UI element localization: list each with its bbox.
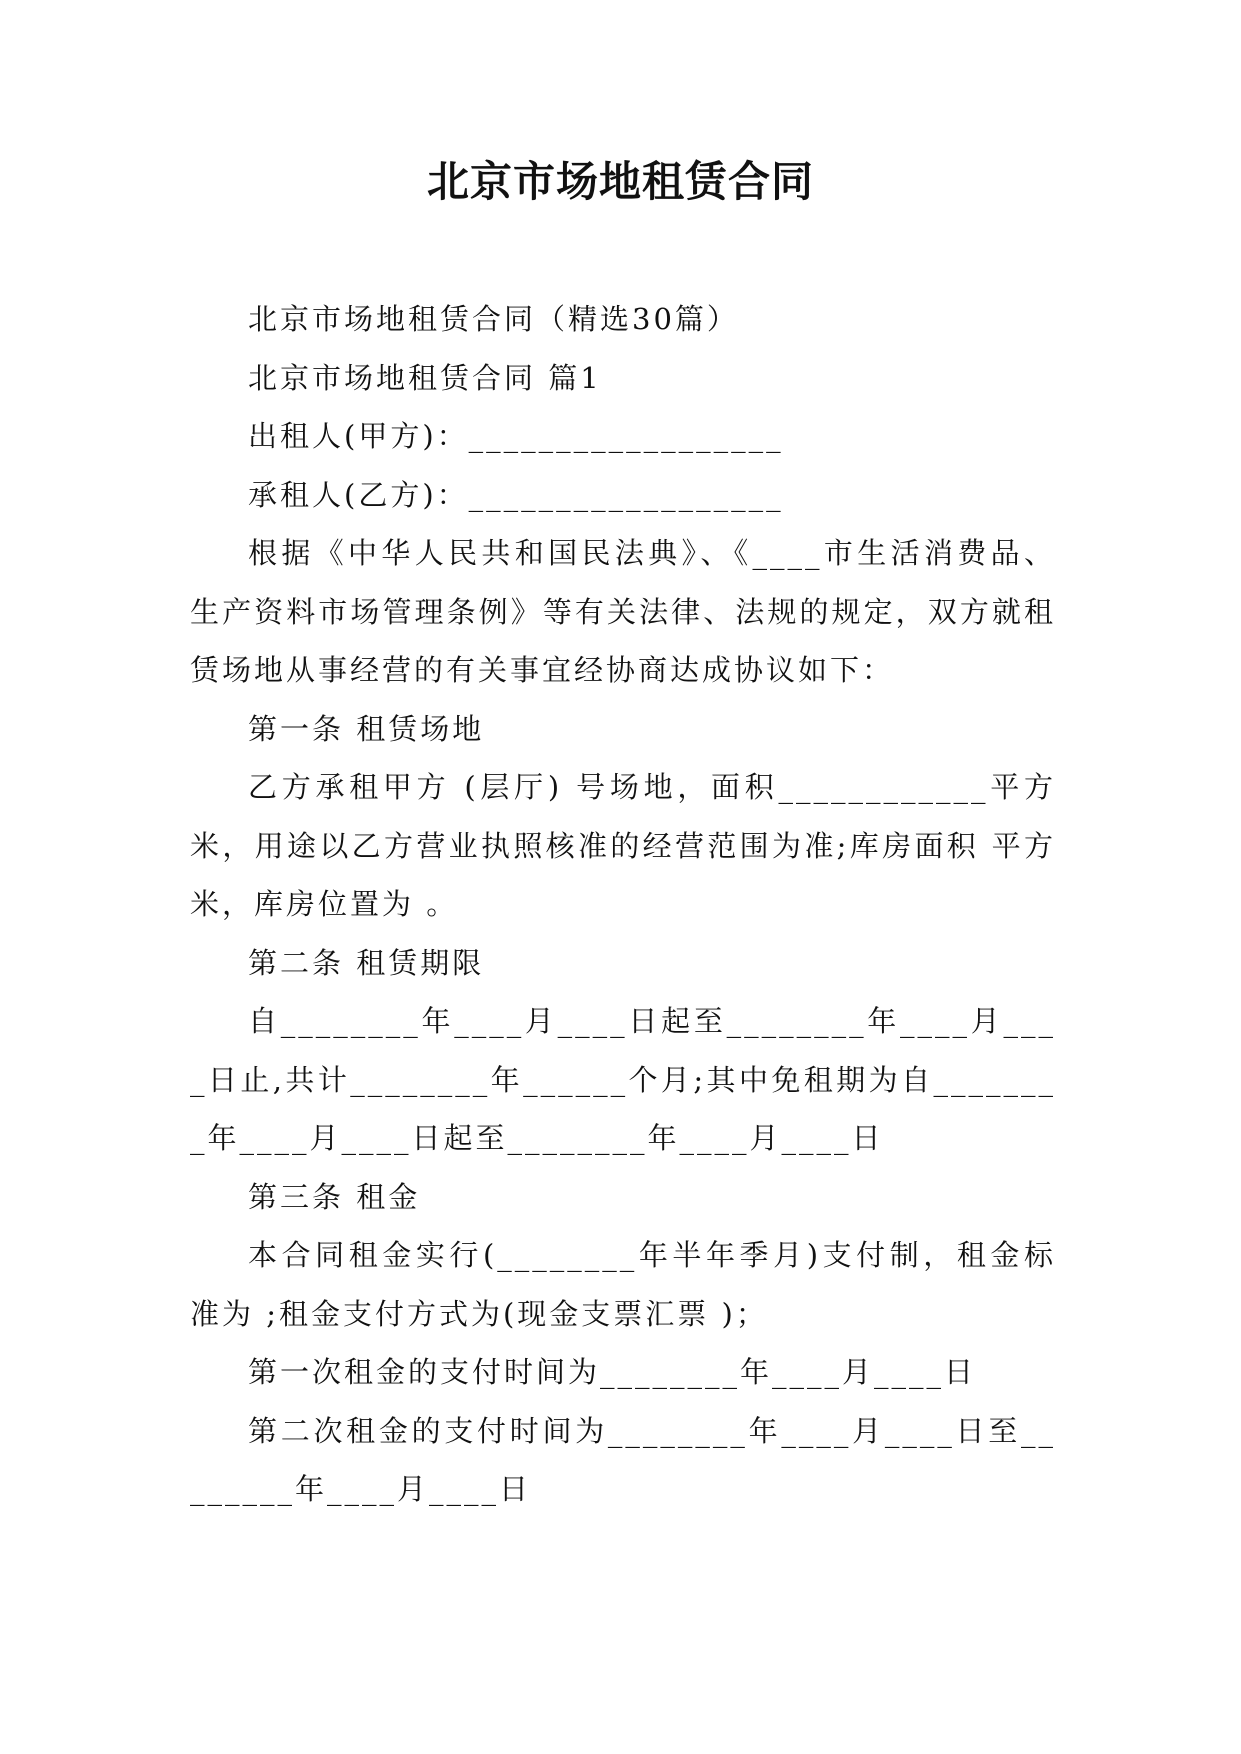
paragraph-section-heading: 北京市场地租赁合同 篇1 <box>248 360 602 395</box>
article-3-heading: 第三条 租金 <box>248 1179 421 1214</box>
article-1-heading: 第一条 租赁场地 <box>248 711 485 746</box>
second-payment-line: 第二次租金的支付时间为________年____月____日至________年____月____日 <box>190 1413 1056 1506</box>
paragraph-subtitle: 北京市场地租赁合同（精选30篇） <box>248 302 739 336</box>
document-title: 北京市场地租赁合同 <box>426 157 814 206</box>
article-2-body: 自________年____月____日起至________年____月____日止,共计________年______个月;其中免租期为自________年____月____日起至________年____月____日 <box>190 1004 1056 1155</box>
document-body <box>190 290 1056 1519</box>
article-2-heading: 第二条 租赁期限 <box>248 945 485 980</box>
paragraph-lessee: 承租人(乙方)：__________________ <box>248 477 784 512</box>
article-3-body: 本合同租金实行(________年半年季月)支付制，租金标准为 ;租金支付方式为(现金支票汇票 )； <box>190 1238 1056 1331</box>
first-payment-line: 第一次租金的支付时间为________年____月____日 <box>248 1355 977 1389</box>
paragraph-lessor: 出租人(甲方)：__________________ <box>248 419 784 453</box>
article-1-body: 乙方承租甲方 (层厅) 号场地，面积____________平方米，用途以乙方营业执照核准的经营范围为准;库房面积 平方米，库房位置为 。 <box>190 770 1056 921</box>
paragraph-preamble: 根据《中华人民共和国民法典》、《____市生活消费品、生产资料市场管理条例》等有关法律、法规的规定，双方就租赁场地从事经营的有关事宜经协商达成协议如下： <box>190 536 1056 687</box>
